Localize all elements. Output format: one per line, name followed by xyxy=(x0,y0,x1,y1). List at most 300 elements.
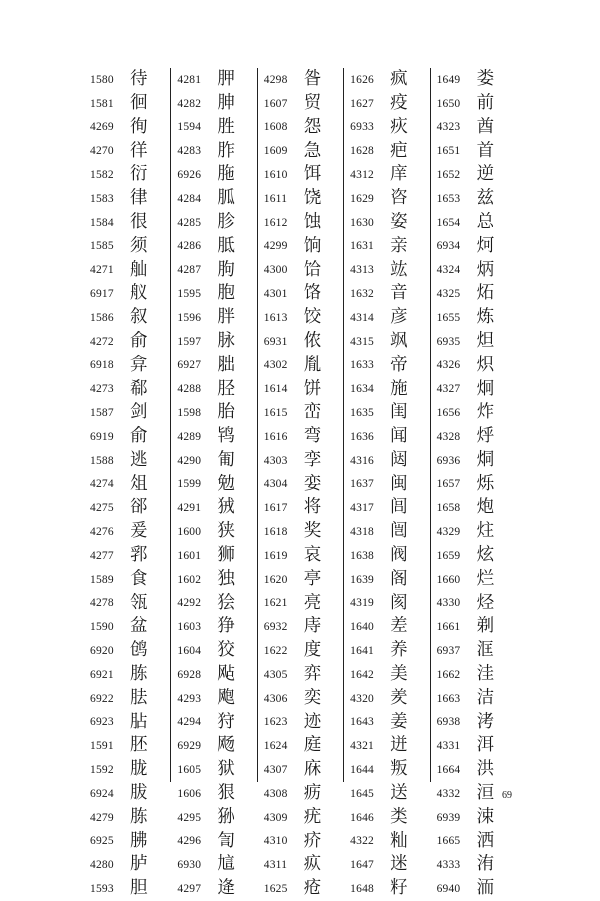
table-row xyxy=(431,401,516,425)
char-code: 1647 xyxy=(350,859,374,872)
char-code: 1664 xyxy=(436,764,461,776)
hanzi-character: 娄 xyxy=(476,69,495,90)
table-row xyxy=(258,496,343,520)
char-code: 1641 xyxy=(350,645,374,658)
char-code: 4314 xyxy=(350,311,374,324)
char-code: 4280 xyxy=(90,859,114,872)
char-code: 1614 xyxy=(263,383,288,396)
hanzi-character: 朐 xyxy=(217,259,235,280)
table-row xyxy=(84,116,170,140)
hanzi-character: 亮 xyxy=(303,592,322,613)
char-code: 4333 xyxy=(436,859,461,872)
table-row xyxy=(344,568,429,592)
hanzi-character: 弈 xyxy=(303,664,322,685)
char-code: 4285 xyxy=(177,216,202,229)
char-code: 4311 xyxy=(263,859,288,872)
table-row xyxy=(431,806,516,830)
char-code: 4301 xyxy=(263,288,288,301)
char-code: 4308 xyxy=(263,787,288,800)
hanzi-character: 疮 xyxy=(303,878,322,899)
hanzi-character: 庠 xyxy=(390,164,408,185)
table-row xyxy=(344,520,429,544)
char-code: 1629 xyxy=(350,192,374,205)
hanzi-character: 贸 xyxy=(303,92,322,113)
hanzi-character: 炳 xyxy=(476,259,495,280)
table-row xyxy=(84,330,170,354)
char-code: 1625 xyxy=(263,882,288,895)
table-row xyxy=(258,354,343,378)
char-code: 1657 xyxy=(436,478,461,491)
char-code: 1635 xyxy=(350,407,374,420)
char-code: 1628 xyxy=(350,145,374,158)
hanzi-character: 胈 xyxy=(130,783,148,804)
hanzi-character: 胞 xyxy=(217,283,235,304)
hanzi-character: 胨 xyxy=(130,664,148,685)
char-code: 4277 xyxy=(90,549,114,562)
char-code: 1592 xyxy=(90,764,114,776)
hanzi-character: 胋 xyxy=(130,711,148,732)
table-row xyxy=(84,449,170,473)
hanzi-character: 昝 xyxy=(303,69,322,90)
hanzi-character: 盆 xyxy=(130,616,148,637)
char-code: 4317 xyxy=(350,502,374,515)
table-row xyxy=(171,877,256,901)
table-row xyxy=(171,544,256,568)
hanzi-character: 施 xyxy=(390,378,408,399)
char-code: 1600 xyxy=(177,526,202,539)
hanzi-character: 徊 xyxy=(130,92,148,113)
hanzi-character: 胨 xyxy=(130,806,148,827)
hanzi-character: 飒 xyxy=(390,330,408,351)
table-row xyxy=(258,68,343,92)
char-code: 4299 xyxy=(263,240,288,253)
table-row xyxy=(171,306,256,330)
char-code: 1642 xyxy=(350,668,374,681)
table-row xyxy=(344,711,429,735)
char-code: 1630 xyxy=(350,216,374,229)
hanzi-character: 胖 xyxy=(217,307,235,328)
hanzi-character: 弇 xyxy=(130,354,148,375)
char-code: 1621 xyxy=(263,597,288,610)
hanzi-character: 胛 xyxy=(217,69,235,90)
table-column xyxy=(257,68,343,899)
table-row xyxy=(258,282,343,306)
table-row xyxy=(258,92,343,116)
char-code: 1589 xyxy=(90,573,114,586)
table-row xyxy=(431,877,516,901)
char-code: 4298 xyxy=(263,73,288,86)
char-code: 4281 xyxy=(177,73,202,86)
table-row xyxy=(171,282,256,306)
char-code: 6934 xyxy=(436,240,461,253)
hanzi-character: 逆 xyxy=(476,164,495,185)
hanzi-character: 律 xyxy=(130,188,148,209)
hanzi-character: 奖 xyxy=(303,521,322,542)
char-code: 1656 xyxy=(436,407,461,420)
char-code: 4278 xyxy=(90,597,114,610)
table-row xyxy=(258,473,343,497)
char-code: 1591 xyxy=(90,740,114,753)
char-code: 1639 xyxy=(350,573,374,586)
table-row xyxy=(171,139,256,163)
table-row xyxy=(171,687,256,711)
table-row xyxy=(84,711,170,735)
char-code: 6929 xyxy=(177,740,202,753)
char-code: 1627 xyxy=(350,97,374,110)
table-row xyxy=(344,330,429,354)
hanzi-character: 饵 xyxy=(303,164,322,185)
hanzi-character: 勉 xyxy=(217,473,235,494)
char-code: 1646 xyxy=(350,811,374,824)
hanzi-character: 帝 xyxy=(390,354,408,375)
hanzi-character: 洱 xyxy=(476,735,495,756)
hanzi-character: 烔 xyxy=(476,449,495,470)
table-row xyxy=(171,615,256,639)
char-code: 1648 xyxy=(350,882,374,895)
table-row xyxy=(431,758,516,782)
hanzi-character: 狩 xyxy=(217,711,235,732)
hanzi-character: 胝 xyxy=(217,235,235,256)
char-code: 1636 xyxy=(350,430,374,443)
hanzi-character: 音 xyxy=(390,283,408,304)
char-code: 6920 xyxy=(90,645,114,658)
table-row xyxy=(84,425,170,449)
table-row xyxy=(84,163,170,187)
hanzi-character: 疭 xyxy=(303,854,322,875)
page-number: 69 xyxy=(502,790,512,801)
char-code: 6938 xyxy=(436,716,461,729)
hanzi-character: 阀 xyxy=(390,545,408,566)
char-code: 6923 xyxy=(90,716,114,729)
hanzi-character: 彦 xyxy=(390,307,408,328)
char-code: 4289 xyxy=(177,430,202,443)
table-row xyxy=(344,496,429,520)
table-row xyxy=(84,853,170,877)
hanzi-character: 郗 xyxy=(130,378,148,399)
table-row xyxy=(258,330,343,354)
hanzi-character: 剃 xyxy=(476,616,495,637)
char-code: 1619 xyxy=(263,549,288,562)
char-code: 1623 xyxy=(263,716,288,729)
char-code: 1652 xyxy=(436,169,461,182)
hanzi-character: 胧 xyxy=(130,759,148,780)
hanzi-character: 饷 xyxy=(303,235,322,256)
table-row xyxy=(171,473,256,497)
char-code: 4305 xyxy=(263,668,288,681)
char-code: 1644 xyxy=(350,764,374,776)
table-row xyxy=(431,330,516,354)
table-row xyxy=(84,258,170,282)
table-row xyxy=(84,377,170,401)
hanzi-character: 胜 xyxy=(217,116,235,137)
hanzi-character: 闺 xyxy=(390,402,408,423)
hanzi-character: 奕 xyxy=(303,687,322,708)
char-code: 1634 xyxy=(350,383,374,396)
hanzi-character: 闿 xyxy=(390,521,408,542)
hanzi-character: 很 xyxy=(130,211,148,232)
table-row xyxy=(344,354,429,378)
table-row xyxy=(431,68,516,92)
char-code: 4318 xyxy=(350,526,374,539)
hanzi-character: 孪 xyxy=(303,449,322,470)
table-row xyxy=(431,687,516,711)
table-row xyxy=(171,68,256,92)
table-row xyxy=(171,187,256,211)
table-row xyxy=(258,211,343,235)
char-code: 4297 xyxy=(177,882,202,895)
hanzi-character: 狰 xyxy=(217,616,235,637)
table-row xyxy=(84,187,170,211)
hanzi-character: 洏 xyxy=(476,878,495,899)
char-code: 4269 xyxy=(90,121,114,134)
hanzi-character: 飏 xyxy=(217,735,235,756)
table-row xyxy=(171,520,256,544)
table-row xyxy=(258,306,343,330)
hanzi-character: 狯 xyxy=(217,592,235,613)
char-code: 4319 xyxy=(350,597,374,610)
hanzi-character: 籽 xyxy=(390,878,408,899)
table-row xyxy=(171,663,256,687)
hanzi-character: 俞 xyxy=(130,426,148,447)
hanzi-character: 须 xyxy=(130,235,148,256)
hanzi-character: 羑 xyxy=(390,687,408,708)
table-row xyxy=(258,806,343,830)
hanzi-character: 闾 xyxy=(390,497,408,518)
hanzi-character: 洼 xyxy=(476,664,495,685)
char-code: 4276 xyxy=(90,526,114,539)
char-code: 1580 xyxy=(90,73,114,86)
hanzi-character: 炫 xyxy=(476,545,495,566)
table-row xyxy=(84,544,170,568)
table-row xyxy=(344,235,429,259)
table-row xyxy=(431,496,516,520)
char-code: 4315 xyxy=(350,335,374,348)
hanzi-character: 竑 xyxy=(390,259,408,280)
table-row xyxy=(258,734,343,758)
table-row xyxy=(344,449,429,473)
table-row xyxy=(258,877,343,901)
hanzi-character: 胤 xyxy=(303,354,322,375)
char-code: 6930 xyxy=(177,859,202,872)
hanzi-character: 飑 xyxy=(217,687,235,708)
char-code: 1632 xyxy=(350,288,374,301)
table-row xyxy=(344,782,429,806)
table-row xyxy=(84,139,170,163)
char-code: 4313 xyxy=(350,264,374,277)
char-code: 1649 xyxy=(436,73,461,86)
table-row xyxy=(344,306,429,330)
char-code: 1606 xyxy=(177,787,202,800)
hanzi-character: 洹 xyxy=(476,783,495,804)
char-code: 6932 xyxy=(263,621,288,634)
hanzi-character: 独 xyxy=(217,568,235,589)
table-row xyxy=(258,139,343,163)
hanzi-character: 瓴 xyxy=(130,592,148,613)
table-row xyxy=(84,235,170,259)
char-code: 6919 xyxy=(90,430,114,443)
table-row xyxy=(171,711,256,735)
char-code: 1604 xyxy=(177,645,202,658)
char-code: 4291 xyxy=(177,502,202,515)
hanzi-character: 怨 xyxy=(303,116,322,137)
hanzi-character: 狭 xyxy=(217,521,235,542)
hanzi-character: 郤 xyxy=(130,497,148,518)
char-code: 1618 xyxy=(263,526,288,539)
hanzi-character: 狲 xyxy=(217,806,235,827)
hanzi-character: 闻 xyxy=(390,426,408,447)
table-row xyxy=(431,544,516,568)
char-code: 1617 xyxy=(263,502,288,515)
table-row xyxy=(84,282,170,306)
hanzi-character: 郛 xyxy=(130,545,148,566)
hanzi-character: 洪 xyxy=(476,759,495,780)
char-code: 1599 xyxy=(177,478,202,491)
table-row xyxy=(344,377,429,401)
hanzi-character: 胫 xyxy=(217,378,235,399)
hanzi-character: 狮 xyxy=(217,545,235,566)
table-row xyxy=(431,163,516,187)
char-code: 4271 xyxy=(90,264,114,277)
table-row xyxy=(344,473,429,497)
hanzi-character: 疬 xyxy=(303,783,322,804)
hanzi-character: 胪 xyxy=(130,854,148,875)
table-row xyxy=(84,615,170,639)
hanzi-character: 亲 xyxy=(390,235,408,256)
char-code: 1633 xyxy=(350,359,374,372)
char-code: 1590 xyxy=(90,621,114,634)
table-row xyxy=(171,496,256,520)
hanzi-character: 剑 xyxy=(130,402,148,423)
char-code: 1612 xyxy=(263,216,288,229)
hanzi-character: 烃 xyxy=(476,592,495,613)
char-code: 1660 xyxy=(436,573,461,586)
table-row xyxy=(171,258,256,282)
hanzi-character: 炟 xyxy=(476,330,495,351)
table-row xyxy=(344,758,429,782)
hanzi-character: 阁 xyxy=(390,568,408,589)
table-row xyxy=(258,758,343,782)
char-code: 4304 xyxy=(263,478,288,491)
table-row xyxy=(258,711,343,735)
hanzi-character: 衍 xyxy=(130,164,148,185)
hanzi-character: 胣 xyxy=(217,164,235,185)
table-row xyxy=(171,235,256,259)
table-row xyxy=(258,116,343,140)
char-code: 1601 xyxy=(177,549,202,562)
table-row xyxy=(344,68,429,92)
hanzi-character: 胇 xyxy=(130,830,148,851)
hanzi-character: 俞 xyxy=(130,330,148,351)
hanzi-character: 疢 xyxy=(390,116,408,137)
table-row xyxy=(258,687,343,711)
hanzi-character: 疯 xyxy=(390,69,408,90)
hanzi-character: 峦 xyxy=(303,402,322,423)
hanzi-character: 首 xyxy=(476,140,495,161)
table-row xyxy=(431,568,516,592)
table-row xyxy=(344,401,429,425)
hanzi-character: 将 xyxy=(303,497,322,518)
char-code: 4307 xyxy=(263,764,288,776)
char-code: 6937 xyxy=(436,645,461,658)
table-row xyxy=(84,520,170,544)
char-code: 4302 xyxy=(263,359,288,372)
table-row xyxy=(431,235,516,259)
hanzi-character: 飐 xyxy=(217,664,235,685)
hanzi-character: 鸨 xyxy=(217,426,235,447)
hanzi-character: 叙 xyxy=(130,307,148,328)
hanzi-character: 阂 xyxy=(390,592,408,613)
table-row xyxy=(84,806,170,830)
char-code: 1653 xyxy=(436,192,461,205)
hanzi-character: 炽 xyxy=(476,354,495,375)
hanzi-character: 胚 xyxy=(130,735,148,756)
hanzi-character: 迷 xyxy=(390,854,408,875)
char-code: 4331 xyxy=(436,740,461,753)
char-code: 4300 xyxy=(263,264,288,277)
hanzi-character: 叛 xyxy=(390,759,408,780)
char-code: 1587 xyxy=(90,407,114,420)
hanzi-character: 涑 xyxy=(476,806,495,827)
hanzi-character: 洁 xyxy=(476,687,495,708)
table-row xyxy=(431,449,516,473)
hanzi-character: 洭 xyxy=(476,640,495,661)
hanzi-character: 急 xyxy=(303,140,322,161)
table-row xyxy=(431,211,516,235)
char-code: 1654 xyxy=(436,216,461,229)
hanzi-character: 胆 xyxy=(130,878,148,899)
table-row xyxy=(84,782,170,806)
hanzi-character: 胂 xyxy=(217,92,235,113)
table-row xyxy=(344,211,429,235)
table-row xyxy=(258,187,343,211)
table-row xyxy=(344,639,429,663)
char-code: 6926 xyxy=(177,169,202,182)
table-row xyxy=(84,592,170,616)
char-code: 4293 xyxy=(177,692,202,705)
hanzi-character: 狨 xyxy=(217,497,235,518)
table-row xyxy=(84,830,170,854)
table-row xyxy=(171,734,256,758)
table-column xyxy=(430,68,516,899)
char-code: 6922 xyxy=(90,692,114,705)
hanzi-character: 闽 xyxy=(390,473,408,494)
char-code: 1624 xyxy=(263,740,288,753)
table-row xyxy=(431,830,516,854)
table-row xyxy=(171,163,256,187)
table-row xyxy=(84,211,170,235)
table-row xyxy=(258,163,343,187)
table-row xyxy=(344,830,429,854)
hanzi-character: 烂 xyxy=(476,568,495,589)
hanzi-character: 洒 xyxy=(476,830,495,851)
char-code: 1582 xyxy=(90,169,114,182)
hanzi-character: 疣 xyxy=(303,806,322,827)
table-row xyxy=(344,425,429,449)
char-code: 1588 xyxy=(90,454,114,467)
char-code: 4329 xyxy=(436,526,461,539)
char-code: 6936 xyxy=(436,454,461,467)
char-code: 1661 xyxy=(436,621,461,634)
hanzi-character: 前 xyxy=(476,92,495,113)
table-row xyxy=(344,116,429,140)
table-row xyxy=(431,639,516,663)
table-row xyxy=(344,687,429,711)
table-row xyxy=(258,853,343,877)
hanzi-character: 兹 xyxy=(476,188,495,209)
char-code: 4303 xyxy=(263,454,288,467)
table-row xyxy=(431,615,516,639)
char-code: 4288 xyxy=(177,383,202,396)
